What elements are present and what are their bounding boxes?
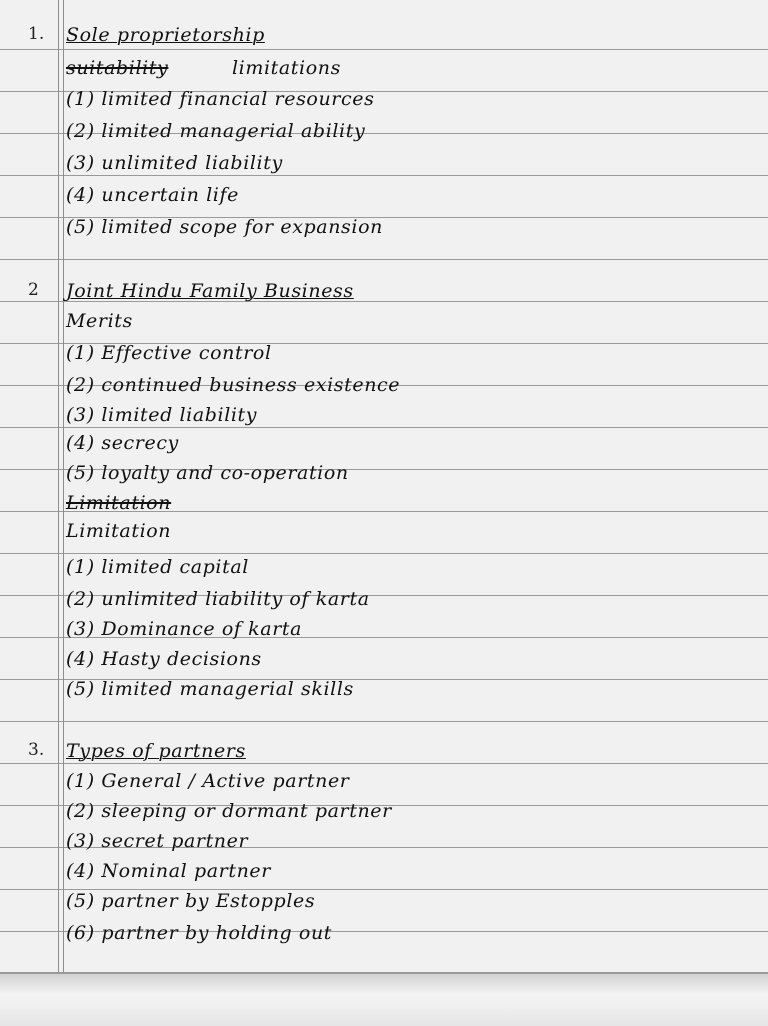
list-item: (2) sleeping or dormant partner <box>66 800 392 822</box>
list-item: (1) General / Active partner <box>66 770 350 792</box>
subheading: limitations <box>232 57 341 79</box>
list-item: (4) Nominal partner <box>66 860 271 882</box>
list-item: (5) partner by Estopples <box>66 890 316 912</box>
list-item: (4) secrecy <box>66 432 179 454</box>
list-item: (3) Dominance of karta <box>66 618 303 640</box>
list-item: (1) limited financial resources <box>66 88 375 110</box>
margin-line <box>58 0 59 980</box>
list-item: (2) continued business existence <box>66 374 401 396</box>
list-item: (4) Hasty decisions <box>66 648 262 670</box>
section-title: Sole proprietorship <box>66 24 265 46</box>
section-number: 1. <box>28 24 45 44</box>
crossed-out-word: Limitation <box>66 492 172 514</box>
list-item: (5) loyalty and co-operation <box>66 462 349 484</box>
section-title: Joint Hindu Family Business <box>66 280 354 302</box>
list-item: (6) partner by holding out <box>66 922 333 944</box>
section-title: Types of partners <box>66 740 246 762</box>
list-item: (3) limited liability <box>66 404 258 426</box>
list-item: (1) limited capital <box>66 556 249 578</box>
list-item: (4) uncertain life <box>66 184 239 206</box>
list-item: (5) limited managerial skills <box>66 678 354 700</box>
margin-line <box>63 0 64 980</box>
page-bottom-edge <box>0 972 768 1026</box>
crossed-out-word: suitability <box>66 57 169 79</box>
list-item: (5) limited scope for expansion <box>66 216 383 238</box>
list-item: (2) limited managerial ability <box>66 120 366 142</box>
section-number: 2 <box>28 280 39 300</box>
list-item: (3) unlimited liability <box>66 152 283 174</box>
subheading: Limitation <box>66 520 172 542</box>
list-item: (2) unlimited liability of karta <box>66 588 370 610</box>
subheading: Merits <box>66 310 133 332</box>
list-item: (1) Effective control <box>66 342 272 364</box>
list-item: (3) secret partner <box>66 830 249 852</box>
section-number: 3. <box>28 740 45 760</box>
